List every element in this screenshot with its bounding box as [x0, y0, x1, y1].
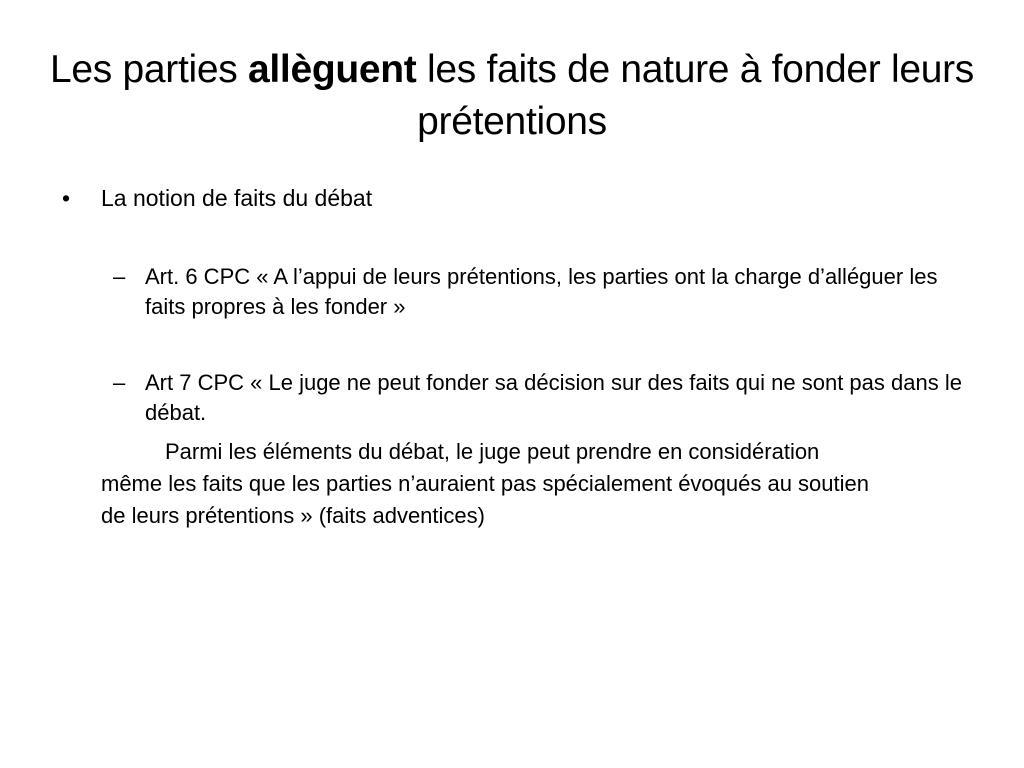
bullet-text: La notion de faits du débat — [101, 185, 373, 211]
body-paragraph: Parmi les éléments du débat, le juge peut prendre en considération même les faits que les parties n’auraient pas spécialement évoqués au soutien de leurs prétentions » (faits adventices) — [101, 439, 870, 528]
title-text-end: les faits de nature à fonder leurs prétentions — [416, 48, 974, 143]
sub-bullet-text-art7: Art 7 CPC « Le juge ne peut fonder sa décision sur des faits qui ne sont pas dans le débat. — [145, 370, 962, 425]
sub-bullet-marker: – — [113, 370, 126, 395]
title-text-start: Les parties — [49, 48, 248, 91]
bullet-marker: • — [62, 185, 71, 211]
sub-bullet-text-art6: Art. 6 CPC « A l’appui de leurs prétentions, les parties ont la charge d’alléguer les faits propres à les fonder » — [145, 264, 938, 319]
slide-title — [40, 44, 984, 148]
title-emphasis: allèguent — [248, 48, 417, 91]
sub-bullet-marker: – — [113, 264, 126, 289]
